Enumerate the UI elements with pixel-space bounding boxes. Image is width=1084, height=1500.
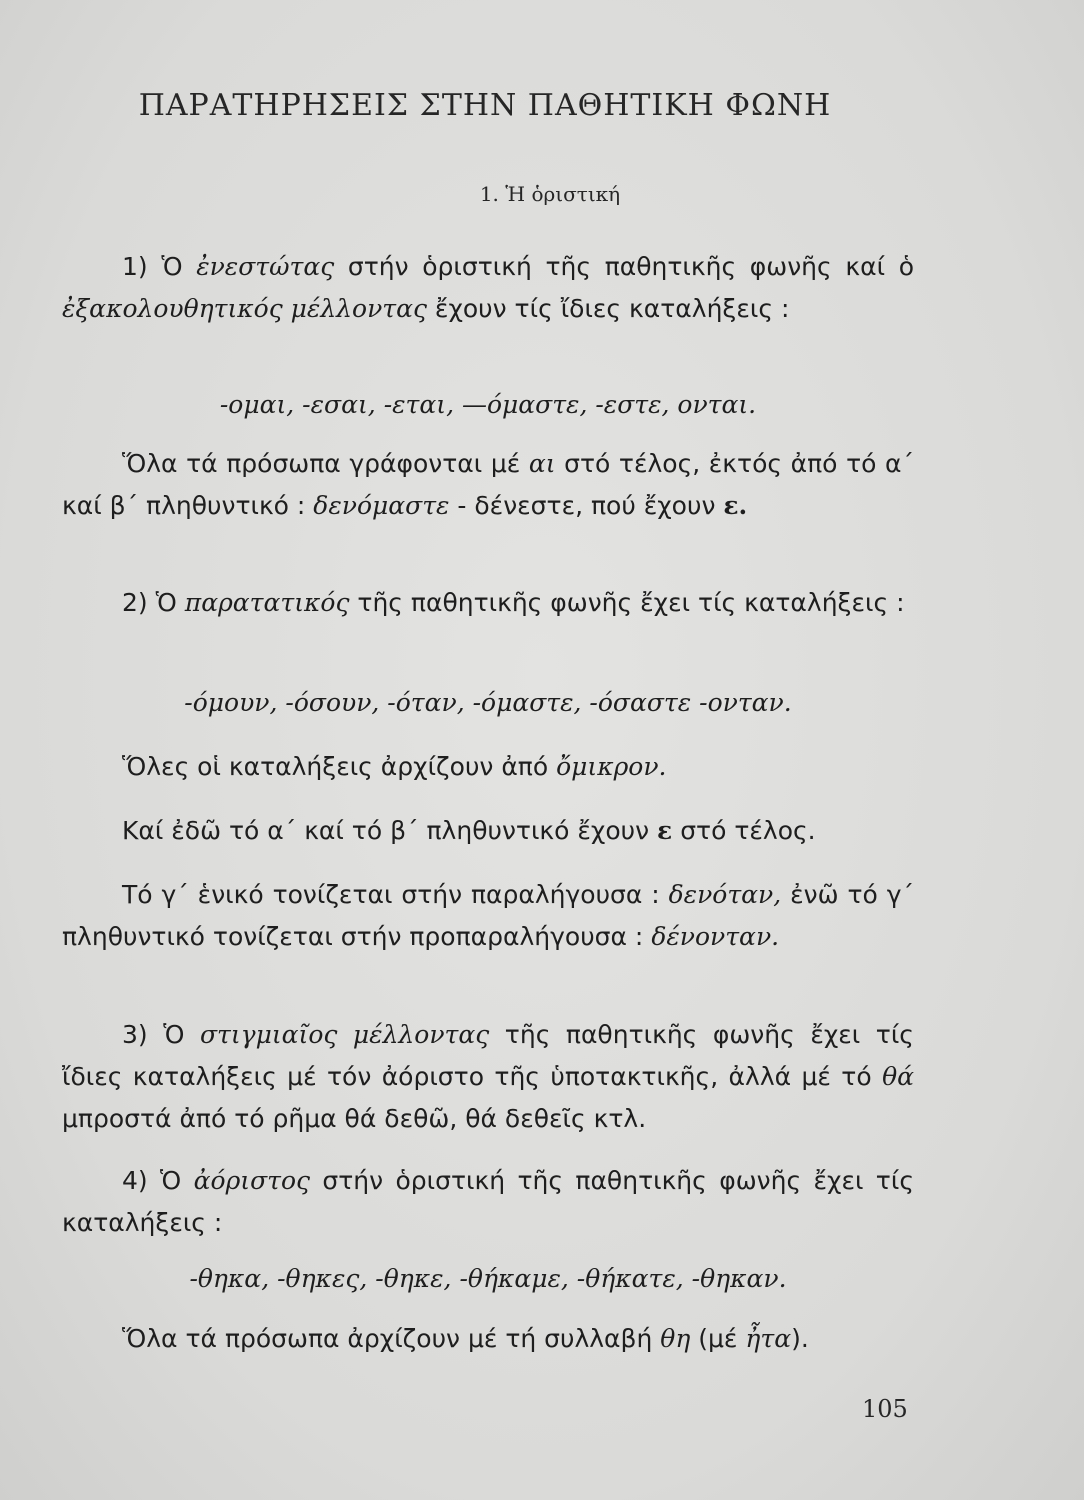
text: στό τέλος, ἐκτός ἀπό τό α΄ καί β΄ πληθυντικό : — [62, 449, 914, 520]
text: Τό γ΄ ἑνικό τονίζεται στήν παραλήγουσα : — [122, 880, 669, 909]
text: 3) Ὁ — [122, 1020, 200, 1049]
term-italic: ὄμικρον. — [556, 752, 667, 781]
section-subheading: 1. Ἡ ὁριστική — [479, 182, 621, 206]
term-italic: δένονταν. — [651, 922, 780, 951]
text: Ὅλες οἱ καταλήξεις ἀρχίζουν ἀπό — [122, 752, 557, 781]
term-italic: παρατατικός — [184, 588, 350, 617]
term-italic: ἀόριστος — [193, 1166, 311, 1195]
paragraph-2 — [62, 443, 914, 527]
text: (μέ — [690, 1324, 746, 1353]
page-number: 105 — [862, 1395, 908, 1423]
text: - δένεστε, πού ἔχουν — [449, 491, 724, 520]
text: τῆς παθητικῆς φωνῆς ἔχει τίς καταλήξεις : — [349, 588, 905, 617]
text: στήν ὁριστική τῆς παθητικῆς φωνῆς καί ὁ — [334, 252, 914, 281]
term-italic: αι — [528, 449, 556, 478]
letter-bold: ε. — [723, 491, 748, 520]
term-italic: ἐνεστώτας — [196, 252, 335, 281]
term-italic: θη — [660, 1324, 691, 1353]
term-italic: στιγμιαῖος μέλλοντας — [199, 1020, 490, 1049]
endings-line-2: -όμουν, -όσουν, -όταν, -όμαστε, -όσαστε -ονταν. — [184, 688, 792, 717]
term-italic: θά — [882, 1062, 914, 1091]
text: Καί ἐδῶ τό α΄ καί τό β΄ πληθυντικό ἔχουν — [122, 816, 658, 845]
text: τῆς παθητικῆς φωνῆς ἔχει τίς ἴδιες καταλήξεις μέ τόν ἀόριστο τῆς ὑποτακτικῆς, ἀλλά μέ τό — [62, 1020, 914, 1091]
term-italic: δενόμαστε — [313, 491, 450, 520]
text: ). — [791, 1324, 809, 1353]
paragraph-3 — [62, 582, 914, 624]
paragraph-9 — [62, 1318, 914, 1360]
text: 4) Ὁ — [122, 1166, 194, 1195]
term-italic: ἐξακολουθητικός μέλλοντας — [62, 294, 427, 323]
letter-bold: ε — [657, 816, 673, 845]
text: 1) Ὁ — [122, 252, 197, 281]
paragraph-1 — [62, 246, 914, 330]
text: Ὅλα τά πρόσωπα γράφονται μέ — [122, 449, 529, 478]
page-heading: ΠΑΡΑΤΗΡΗΣΕΙΣ ΣΤΗΝ ΠΑΘΗΤΙΚΗ ΦΩΝΗ — [138, 88, 832, 123]
endings-line-3: -θηκα, -θηκες, -θηκε, -θήκαμε, -θήκατε, -θηκαν. — [189, 1264, 787, 1293]
text: ἐνῶ τό γ΄ πληθυντικό τονίζεται στήν προπαραλήγουσα : — [62, 880, 914, 951]
text: στό τέλος. — [672, 816, 816, 845]
text: Ὅλα τά πρόσωπα ἀρχίζουν μέ τή συλλαβή — [122, 1324, 661, 1353]
paragraph-6 — [62, 874, 914, 958]
paragraph-8 — [62, 1160, 914, 1244]
paragraph-7 — [62, 1014, 914, 1140]
term-italic: ἦτα — [745, 1324, 792, 1353]
text: 2) Ὁ — [122, 588, 185, 617]
endings-line-1: -ομαι, -εσαι, -εται, —όμαστε, -εστε, ονται. — [219, 390, 757, 419]
text: στήν ὁριστική τῆς παθητικῆς φωνῆς ἔχει τίς καταλήξεις : — [62, 1166, 914, 1237]
paragraph-4 — [62, 746, 914, 788]
term-italic: δενόταν, — [668, 880, 782, 909]
text: ἔχουν τίς ἴδιες καταλήξεις : — [426, 294, 790, 323]
paragraph-5 — [62, 810, 914, 852]
text: μπροστά ἀπό τό ρῆμα θά δεθῶ, θά δεθεῖς κτλ. — [62, 1104, 647, 1133]
